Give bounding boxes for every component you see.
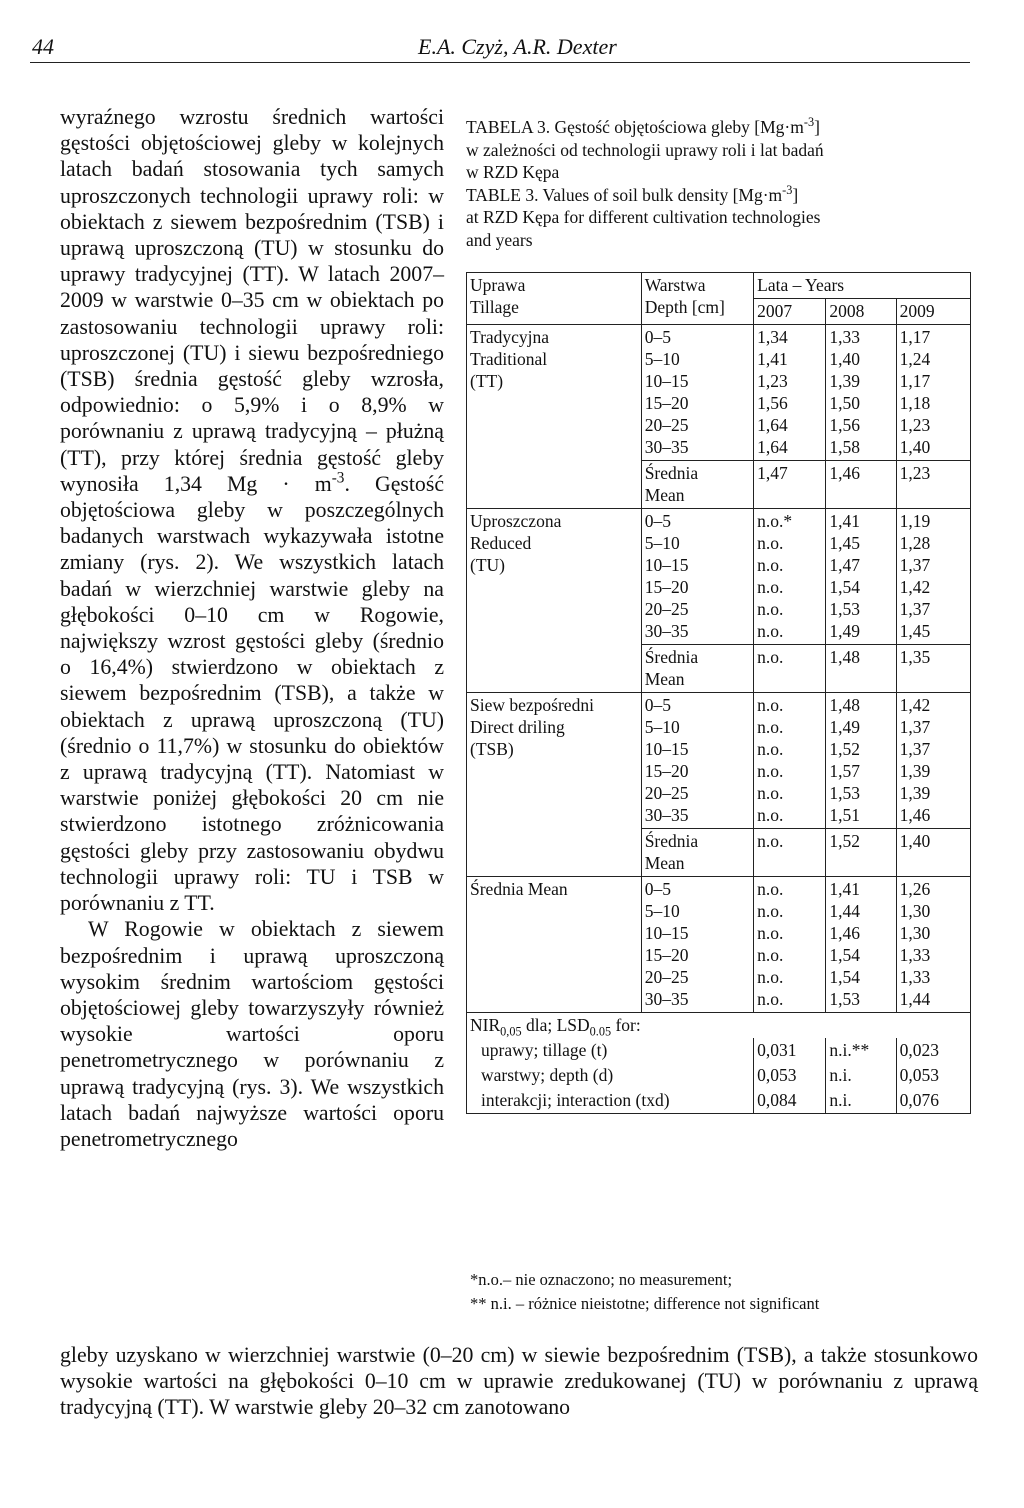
density-value: n.o. <box>757 761 784 781</box>
table-mean-row <box>467 461 971 509</box>
depth-value: 20–25 <box>644 967 689 987</box>
density-value: 1,42 <box>899 577 931 597</box>
depth-cell <box>641 509 753 645</box>
density-value: 1,18 <box>899 393 931 413</box>
lsd-title-part: for: <box>611 1015 641 1035</box>
tillage-label-line: Reduced <box>470 533 532 553</box>
running-head: E.A. Czyż, A.R. Dexter <box>418 34 617 59</box>
density-value: 1,40 <box>829 349 861 369</box>
caption-line: w RZD Kępa <box>466 162 560 182</box>
depth-value: 5–10 <box>644 717 680 737</box>
mean-value: 1,46 <box>826 461 896 509</box>
density-value: n.o. <box>757 805 784 825</box>
lsd-value: 0,076 <box>896 1088 970 1114</box>
mean-value: 1,52 <box>826 829 896 877</box>
mean-value: 1,47 <box>754 461 826 509</box>
value-2009 <box>896 509 970 645</box>
density-value: 1,37 <box>899 739 931 759</box>
density-value: 1,56 <box>829 415 861 435</box>
page-header <box>30 34 970 63</box>
table-mean-row <box>467 645 971 693</box>
lsd-value: 0,023 <box>896 1038 970 1063</box>
density-value: 1,26 <box>899 879 931 899</box>
depth-value: 5–10 <box>644 901 680 921</box>
depth-value: 30–35 <box>644 437 689 457</box>
density-value: 1,39 <box>899 761 931 781</box>
density-value: 1,47 <box>829 555 861 575</box>
density-value: 1,40 <box>899 437 931 457</box>
mean-value: n.o. <box>754 829 826 877</box>
depth-value: 5–10 <box>644 349 680 369</box>
caption-line: at RZD Kępa for different cultivation technologies <box>466 207 821 227</box>
density-value: 1,56 <box>757 393 788 413</box>
density-value: 1,37 <box>899 599 931 619</box>
mean-label-line: Średnia <box>644 463 699 483</box>
mean-value: 1,35 <box>896 645 970 693</box>
tillage-label-line: Siew bezpośredni <box>470 695 594 715</box>
tillage-label <box>467 693 642 829</box>
density-value: 1,17 <box>899 327 931 347</box>
header-years: Lata – Years <box>754 273 971 299</box>
density-value: 1,23 <box>899 415 931 435</box>
lsd-subscript: 0.05 <box>589 1024 612 1039</box>
depth-cell <box>641 325 753 461</box>
depth-value: 10–15 <box>644 739 689 759</box>
lsd-title-part: NIR <box>470 1015 501 1035</box>
density-value: 1,28 <box>899 533 931 553</box>
density-value: 1,52 <box>829 739 861 759</box>
lsd-title <box>467 1013 971 1039</box>
density-value: 1,33 <box>829 327 861 347</box>
tillage-spacer <box>467 829 642 877</box>
value-2009 <box>896 693 970 829</box>
depth-value: 30–35 <box>644 989 689 1009</box>
density-value: n.o. <box>757 599 784 619</box>
depth-value: 0–5 <box>644 695 671 715</box>
depth-cell <box>641 693 753 829</box>
mean-label <box>641 829 753 877</box>
tillage-label-line: Średnia Mean <box>470 879 568 899</box>
density-value: 1,45 <box>899 621 931 641</box>
footnote: ** n.i. – różnice nieistotne; difference not significant <box>470 1294 820 1313</box>
density-value: n.o. <box>757 879 784 899</box>
body-text-column <box>60 104 444 1152</box>
density-value: 1,41 <box>829 879 861 899</box>
density-value: 1,54 <box>829 945 861 965</box>
density-value: 1,53 <box>829 783 861 803</box>
density-value: 1,57 <box>829 761 861 781</box>
density-value: 1,44 <box>899 989 931 1009</box>
lsd-value: 0,031 <box>754 1038 826 1063</box>
lsd-row <box>467 1063 971 1088</box>
tillage-label-line: Direct driling <box>470 717 565 737</box>
mean-label-line: Średnia <box>644 647 699 667</box>
table-caption <box>466 116 976 251</box>
density-value: 1,45 <box>829 533 861 553</box>
density-value: 1,24 <box>899 349 931 369</box>
depth-cell <box>641 877 753 1013</box>
tillage-label-line: (TU) <box>470 555 505 575</box>
caption-line: and years <box>466 229 533 250</box>
density-value: n.o. <box>757 901 784 921</box>
tillage-spacer <box>467 645 642 693</box>
lsd-value: 0,053 <box>896 1063 970 1088</box>
density-value: 1,33 <box>899 967 931 987</box>
mean-value: 1,23 <box>896 461 970 509</box>
density-value: n.o. <box>757 621 784 641</box>
density-value: 1,53 <box>829 989 861 1009</box>
lsd-title-row <box>467 1013 971 1039</box>
density-value: n.o. <box>757 783 784 803</box>
density-value: 1,33 <box>899 945 931 965</box>
page-number: 44 <box>32 34 54 59</box>
density-value: 1,54 <box>829 967 861 987</box>
depth-value: 10–15 <box>644 371 689 391</box>
tillage-label <box>467 509 642 645</box>
lsd-row <box>467 1038 971 1063</box>
density-value: 1,50 <box>829 393 861 413</box>
density-value: 1,30 <box>899 901 931 921</box>
value-2008 <box>826 693 896 829</box>
paragraph: W Rogowie w obiektach z siewem bezpośrednim i uprawą uproszczoną wysokim średnim wartościom gęstości objętościowej gleby towarzyszyły również wysokie wartości oporu penetrometrycznego w porównaniu z uprawą tradycyjną (rys. 3). We wszystkich latach badań najwyższe wartości oporu penetrometrycznego <box>60 917 444 1151</box>
value-2008 <box>826 325 896 461</box>
lsd-value: n.i.** <box>826 1038 896 1063</box>
tillage-label-line: Tradycyjna <box>470 327 550 347</box>
lsd-value: 0,053 <box>754 1063 826 1088</box>
body-text-full-width <box>60 1342 978 1421</box>
value-2009 <box>896 877 970 1013</box>
table-group-row <box>467 693 971 829</box>
density-value: 1,39 <box>899 783 931 803</box>
density-value: 1,30 <box>899 923 931 943</box>
density-value: n.o. <box>757 945 784 965</box>
density-value: n.o. <box>757 577 784 597</box>
value-2007 <box>754 325 826 461</box>
depth-value: 0–5 <box>644 879 671 899</box>
depth-value: 15–20 <box>644 945 689 965</box>
depth-value: 0–5 <box>644 327 671 347</box>
mean-label-line: Mean <box>644 669 685 689</box>
mean-label-line: Średnia <box>644 831 699 851</box>
depth-value: 15–20 <box>644 393 689 413</box>
density-value: n.o. <box>757 967 784 987</box>
header-year: 2007 <box>754 299 826 325</box>
lsd-value: n.i. <box>826 1088 896 1114</box>
depth-value: 15–20 <box>644 761 689 781</box>
caption-line: TABELA 3. Gęstość objętościowa gleby $[Mg\cdot m^{-3}]$ <box>466 115 820 137</box>
header-year: 2009 <box>896 299 970 325</box>
caption-line: TABLE 3. Values of soil bulk density $[Mg\cdot m^{-3}]$ <box>466 182 799 205</box>
mean-value: 1,40 <box>896 829 970 877</box>
lsd-row <box>467 1088 971 1114</box>
density-value: 1,54 <box>829 577 861 597</box>
mean-label <box>641 461 753 509</box>
density-value: 1,64 <box>757 437 788 457</box>
tillage-label-line: (TSB) <box>470 739 514 759</box>
value-2007 <box>754 693 826 829</box>
table-mean-row <box>467 829 971 877</box>
density-value: n.o. <box>757 533 784 553</box>
lsd-label: uprawy; tillage (t) <box>467 1038 754 1063</box>
density-value: 1,37 <box>899 717 931 737</box>
tillage-label-line: Uproszczona <box>470 511 562 531</box>
density-value: n.o. <box>757 923 784 943</box>
density-value: 1,46 <box>899 805 931 825</box>
lsd-label: interakcji; interaction (txd) <box>467 1088 754 1114</box>
value-2008 <box>826 509 896 645</box>
paragraph: gleby uzyskano w wierzchniej warstwie (0–20 cm) w siewie bezpośrednim (TSB), a także stosunkowo wysokie wartości na głębokości 0–10 cm w uprawie zredukowanej (TU) w porównaniu z uprawą tradycyjną (TT). W warstwie gleby 20–32 cm zanotowano <box>60 1343 978 1420</box>
mean-value: n.o. <box>754 645 826 693</box>
density-value: 1,58 <box>829 437 861 457</box>
depth-value: 20–25 <box>644 599 689 619</box>
footnote: *n.o.– nie oznaczono; no measurement; <box>470 1270 733 1289</box>
density-value: 1,49 <box>829 621 861 641</box>
density-value: 1,39 <box>829 371 861 391</box>
caption-line: w zależności od technologii uprawy roli i lat badań <box>466 139 824 160</box>
header-year: 2008 <box>826 299 896 325</box>
bulk-density-table <box>466 272 971 1114</box>
density-value: 1,51 <box>829 805 861 825</box>
density-value: 1,23 <box>757 371 788 391</box>
density-value: 1,46 <box>829 923 861 943</box>
table-group-row <box>467 509 971 645</box>
header-tillage: Uprawa Tillage <box>467 273 642 325</box>
density-value: 1,49 <box>829 717 861 737</box>
lsd-label: warstwy; depth (d) <box>467 1063 754 1088</box>
density-value: 1,53 <box>829 599 861 619</box>
density-value: n.o. <box>757 695 784 715</box>
density-value: 1,64 <box>757 415 788 435</box>
density-value: 1,48 <box>829 695 861 715</box>
lsd-subscript: 0,05 <box>500 1024 522 1039</box>
tillage-label <box>467 877 642 1013</box>
density-value: 1,44 <box>829 901 861 921</box>
depth-value: 15–20 <box>644 577 689 597</box>
depth-value: 10–15 <box>644 555 689 575</box>
density-value: n.o. <box>757 989 784 1009</box>
depth-value: 30–35 <box>644 621 689 641</box>
tillage-label <box>467 325 642 461</box>
mean-label <box>641 645 753 693</box>
mean-value: 1,48 <box>826 645 896 693</box>
tillage-label-line: Traditional <box>470 349 548 369</box>
value-2007 <box>754 877 826 1013</box>
header-depth: Warstwa Depth [cm] <box>641 273 753 325</box>
value-2007 <box>754 509 826 645</box>
lsd-value: n.i. <box>826 1063 896 1088</box>
depth-value: 20–25 <box>644 783 689 803</box>
mean-label-line: Mean <box>644 485 685 505</box>
density-value: n.o.* <box>757 511 793 531</box>
density-value: 1,34 <box>757 327 788 347</box>
density-value: n.o. <box>757 555 784 575</box>
depth-value: 30–35 <box>644 805 689 825</box>
density-value: 1,37 <box>899 555 931 575</box>
paragraph: wyraźnego wzrostu średnich wartości gęstości objętościowej gleby w kolejnych latach badań stosowania tych samych uproszczonych technologii uprawy roli: w obiektach z siewem bezpośrednim (TSB) i uprawą uproszczoną (TU) w stosunku do uprawy tradycyjnej (TT). W latach 2007–2009 w warstwie 0–35 cm w obiektach po zastosowaniu technologii uprawy roli: uproszczonej (TU) i siewu bezpośredniego (TSB) średnia gęstość gleby wzrosła, odpowiednio: o 5,9% i o 8,9% w porównaniu z uprawą tradycyjną – płużną (TT), przy której średnia gęstość gleby wynosiła 1,34 $Mg \cdot m^{-3}$. Gęstość objętościowa gleby w poszczególnych badanych warstwach wykazywała istotne zmiany (rys. 2). We wszystkich latach badań w wierzchniej warstwie gleby na głębokości 0–10 cm w Rogowie, największy wzrost gęstości gleby (średnio o 16,4%) stwierdzono w obiektach z siewem bezpośrednim (TSB), a także w obiektach z uprawą uproszczoną (TU) (średnio o 11,7%) w stosunku do obiektów z uprawą tradycyjną (TT). Natomiast w warstwie poniżej głębokości 20 cm nie stwierdzono istotnego zróżnicowania gęstości gleby przy zastosowaniu obydwu technologii uprawy roli: TU i TSB w porównaniu z TT. <box>60 105 444 916</box>
depth-value: 5–10 <box>644 533 680 553</box>
depth-value: 20–25 <box>644 415 689 435</box>
density-value: n.o. <box>757 739 784 759</box>
table-group-row <box>467 877 971 1013</box>
depth-value: 0–5 <box>644 511 671 531</box>
lsd-title-part: dla; LSD <box>521 1015 590 1035</box>
table-footnotes <box>470 1268 819 1316</box>
lsd-value: 0,084 <box>754 1088 826 1114</box>
density-value: 1,17 <box>899 371 931 391</box>
value-2008 <box>826 877 896 1013</box>
density-value: 1,42 <box>899 695 931 715</box>
value-2009 <box>896 325 970 461</box>
density-value: n.o. <box>757 717 784 737</box>
tillage-spacer <box>467 461 642 509</box>
density-value: 1,41 <box>829 511 861 531</box>
tillage-label-line: (TT) <box>470 371 504 391</box>
depth-value: 10–15 <box>644 923 689 943</box>
density-value: 1,19 <box>899 511 931 531</box>
table-group-row <box>467 325 971 461</box>
table-header-row <box>467 273 971 299</box>
density-value: 1,41 <box>757 349 788 369</box>
mean-label-line: Mean <box>644 853 685 873</box>
